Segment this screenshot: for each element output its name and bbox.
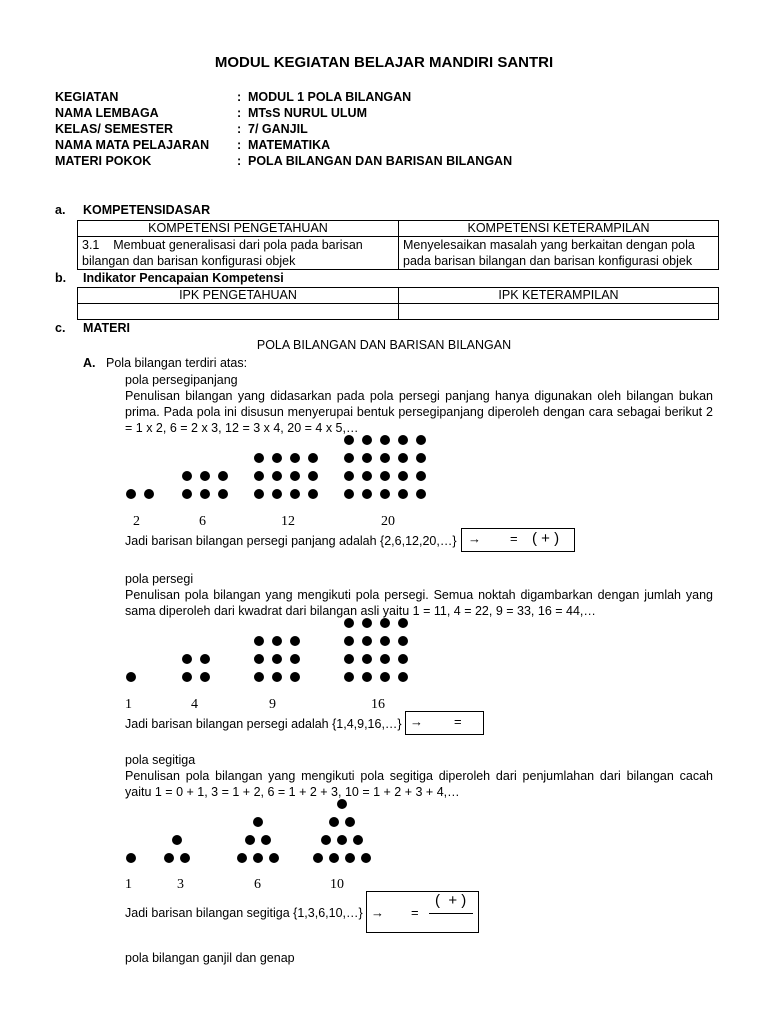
dot: [126, 672, 136, 682]
dot: [344, 636, 354, 646]
pattern-title-persegi: pola persegi: [125, 572, 194, 586]
dot: [380, 636, 390, 646]
info-key: NAMA MATA PELAJARAN: [55, 138, 210, 152]
dot: [308, 471, 318, 481]
info-colon: :: [237, 138, 242, 152]
dot: [272, 489, 282, 499]
document-title: MODUL KEGIATAN BELAJAR MANDIRI SANTRI: [214, 54, 554, 71]
ipk-cell-pengetahuan: [78, 304, 399, 320]
dot: [344, 489, 354, 499]
dot: [344, 453, 354, 463]
formula-box-persegi: [405, 711, 484, 735]
dot: [313, 853, 323, 863]
conclusion-persegipanjang: Jadi barisan bilangan persegi panjang adalah {2,6,12,20,…}: [125, 534, 457, 548]
dot: [345, 853, 355, 863]
dot: [200, 672, 210, 682]
info-colon: :: [237, 106, 242, 120]
arrow-icon: →: [410, 714, 423, 729]
dot: [344, 672, 354, 682]
dot: [416, 453, 426, 463]
dot: [254, 453, 264, 463]
dot: [200, 654, 210, 664]
dot: [144, 489, 154, 499]
dot: [254, 636, 264, 646]
kompetensi-cell-keterampilan: [399, 237, 719, 270]
dot: [398, 672, 408, 682]
formula-box-segitiga: [366, 891, 479, 933]
pattern-desc-persegipanjang: Penulisan bilangan yang didasarkan pada pola persegi panjang hanya digunakan oleh bilangan bukan prima. Pada pola ini disusun menyerupai bentuk persegipanjang diperoleh dengan cara sebagai berikut 2 = 1 x 2, 6 = 2 x 3, 12 = 3 x 4, 20 = 4 x 5,…: [125, 389, 713, 435]
section-title: MATERI: [83, 321, 130, 335]
figure-label: 9: [269, 697, 276, 712]
dot: [308, 453, 318, 463]
dot: [380, 489, 390, 499]
materi-a-text: Pola bilangan terdiri atas:: [106, 356, 248, 370]
info-value: MTsS NURUL ULUM: [248, 106, 367, 120]
arrow-icon: →: [468, 531, 481, 546]
dot: [344, 435, 354, 445]
figure-label: 20: [381, 514, 395, 529]
ipk-header-pengetahuan: IPK PENGETAHUAN: [78, 288, 399, 304]
dot: [272, 453, 282, 463]
info-colon: :: [237, 154, 242, 168]
figure-label: 6: [254, 877, 261, 892]
dot: [344, 618, 354, 628]
dot: [398, 435, 408, 445]
dot: [272, 636, 282, 646]
formula-equals: =: [454, 714, 462, 729]
info-colon: :: [237, 122, 242, 136]
materi-a-letter: A.: [83, 356, 96, 370]
ipk-table: [77, 287, 719, 320]
dot: [254, 471, 264, 481]
pattern-title-persegipanjang: pola persegipanjang: [125, 373, 238, 387]
kompetensi-table: [77, 220, 719, 270]
section-letter: c.: [55, 321, 66, 335]
conclusion-segitiga: Jadi barisan bilangan segitiga {1,3,6,10,…}: [125, 906, 363, 920]
info-value: 7/ GANJIL: [248, 122, 308, 136]
dot: [200, 489, 210, 499]
pattern-title-ganjil-genap: pola bilangan ganjil dan genap: [125, 951, 295, 965]
dot: [362, 489, 372, 499]
figure-label: 10: [330, 877, 344, 892]
dot: [218, 471, 228, 481]
dot: [380, 435, 390, 445]
figure-label: 4: [191, 697, 198, 712]
dot: [337, 835, 347, 845]
dot: [254, 654, 264, 664]
dot: [218, 489, 228, 499]
dot: [290, 636, 300, 646]
dot: [380, 453, 390, 463]
ipk-cell-keterampilan: [399, 304, 719, 320]
dot: [126, 489, 136, 499]
dot: [362, 618, 372, 628]
formula-parens: ( + ): [532, 530, 560, 547]
kompetensi-header-pengetahuan: KOMPETENSI PENGETAHUAN: [78, 221, 399, 237]
section-letter: b.: [55, 271, 67, 285]
figure-label: 3: [177, 877, 184, 892]
materi-heading: POLA BILANGAN DAN BARISAN BILANGAN: [256, 338, 512, 352]
dot: [254, 489, 264, 499]
dot: [344, 471, 354, 481]
pattern-title-segitiga: pola segitiga: [125, 753, 196, 767]
dot: [290, 489, 300, 499]
dot: [398, 471, 408, 481]
info-value: MATEMATIKA: [248, 138, 331, 152]
fraction-bar: [429, 913, 473, 914]
dot: [362, 471, 372, 481]
info-value: MODUL 1 POLA BILANGAN: [248, 90, 412, 104]
dot: [237, 853, 247, 863]
cell-line: Menyelesaikan masalah yang berkaitan dengan pola: [403, 238, 695, 252]
conclusion-persegi: Jadi barisan bilangan persegi adalah {1,4,9,16,…}: [125, 717, 402, 731]
figure-label: 12: [281, 514, 295, 529]
kompetensi-cell-pengetahuan: [78, 237, 399, 270]
ipk-header-keterampilan: IPK KETERAMPILAN: [399, 288, 719, 304]
dot: [180, 853, 190, 863]
pattern-desc-segitiga: Penulisan pola bilangan yang mengikuti pola segitiga diperoleh dari penjumlahan dari bilangan cacah yaitu 1 = 0 + 1, 3 = 1 + 2, 6 = 1 + 2 + 3, 10 = 1 + 2 + 3 + 4,…: [125, 769, 713, 799]
info-key: KEGIATAN: [55, 90, 119, 104]
dot: [272, 654, 282, 664]
dot: [380, 618, 390, 628]
figure-label: 1: [125, 697, 132, 712]
dot: [416, 435, 426, 445]
dot: [329, 853, 339, 863]
dot: [329, 817, 339, 827]
figure-label: 6: [199, 514, 206, 529]
dot: [182, 654, 192, 664]
dot: [362, 636, 372, 646]
dot: [290, 654, 300, 664]
dot: [245, 835, 255, 845]
cell-line: 3.1 Membuat generalisasi dari pola pada barisan: [82, 238, 363, 252]
dot: [362, 672, 372, 682]
dot: [398, 618, 408, 628]
dot: [362, 435, 372, 445]
dot: [253, 853, 263, 863]
dot: [290, 471, 300, 481]
dot: [254, 672, 264, 682]
dot: [321, 835, 331, 845]
dot: [337, 799, 347, 809]
info-value: POLA BILANGAN DAN BARISAN BILANGAN: [248, 154, 513, 168]
dot: [172, 835, 182, 845]
cell-line: bilangan dan barisan konfigurasi objek: [82, 254, 296, 268]
dot: [253, 817, 263, 827]
dot: [380, 672, 390, 682]
dot: [416, 471, 426, 481]
dot: [380, 471, 390, 481]
section-title: KOMPETENSIDASAR: [83, 203, 211, 217]
formula-equals: =: [510, 531, 518, 546]
dot: [345, 817, 355, 827]
figure-label: 2: [133, 514, 140, 529]
dot: [164, 853, 174, 863]
info-key: NAMA LEMBAGA: [55, 106, 159, 120]
dot: [269, 853, 279, 863]
dot: [362, 654, 372, 664]
dot: [200, 471, 210, 481]
info-key: MATERI POKOK: [55, 154, 152, 168]
pattern-desc-persegi: Penulisan pola bilangan yang mengikuti pola persegi. Semua noktah digambarkan dengan jumlah yang sama diperoleh dari kwadrat dari bilangan asli yaitu 1 = 11, 4 = 22, 9 = 33, 16 = 44,…: [125, 588, 713, 618]
dot: [126, 853, 136, 863]
dot: [398, 636, 408, 646]
dot: [272, 672, 282, 682]
info-key: KELAS/ SEMESTER: [55, 122, 174, 136]
dot: [361, 853, 371, 863]
dot: [398, 453, 408, 463]
dot: [353, 835, 363, 845]
figure-label: 16: [371, 697, 385, 712]
dot: [290, 672, 300, 682]
dot: [380, 654, 390, 664]
formula-parens: ( + ): [435, 892, 467, 909]
section-letter: a.: [55, 203, 66, 217]
dot: [398, 654, 408, 664]
cell-line: pada barisan bilangan dan barisan konfigurasi objek: [403, 254, 693, 268]
dot: [416, 489, 426, 499]
formula-box-persegipanjang: [461, 528, 575, 552]
dot: [290, 453, 300, 463]
dot: [398, 489, 408, 499]
figure-label: 1: [125, 877, 132, 892]
kompetensi-header-keterampilan: KOMPETENSI KETERAMPILAN: [399, 221, 719, 237]
dot: [308, 489, 318, 499]
dot: [182, 672, 192, 682]
arrow-icon: →: [371, 905, 384, 920]
formula-equals: =: [411, 905, 419, 920]
section-title: Indikator Pencapaian Kompetensi: [83, 271, 284, 285]
dot: [182, 471, 192, 481]
dot: [272, 471, 282, 481]
dot: [344, 654, 354, 664]
dot: [261, 835, 271, 845]
info-colon: :: [237, 90, 242, 104]
dot: [182, 489, 192, 499]
dot: [362, 453, 372, 463]
